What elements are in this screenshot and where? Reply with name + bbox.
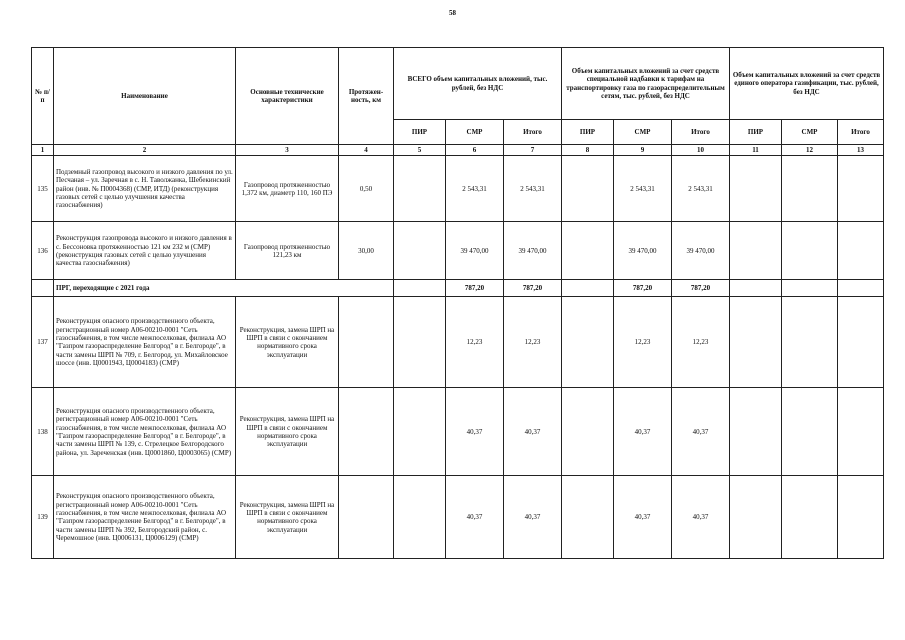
row-pir	[394, 476, 446, 559]
row-length: 30,00	[339, 222, 394, 280]
row-operator-itogo	[838, 222, 884, 280]
column-number: 12	[782, 145, 838, 156]
row-length: 0,50	[339, 156, 394, 222]
section-empty-cell	[32, 280, 54, 297]
row-length	[339, 388, 394, 476]
row-smr: 40,37	[446, 476, 504, 559]
row-tech: Газопровод протяженностью 1,372 км, диаметр 110, 160 ПЭ	[236, 156, 339, 222]
section-empty-cell	[394, 280, 446, 297]
row-operator-itogo	[838, 388, 884, 476]
row-number: 135	[32, 156, 54, 222]
row-tech: Реконструкция, замена ШРП на ШРП в связи с окончанием нормативного срока эксплуатации	[236, 476, 339, 559]
column-number: 2	[54, 145, 236, 156]
row-smr: 39 470,00	[446, 222, 504, 280]
section-empty-cell	[730, 280, 782, 297]
column-number-row	[32, 145, 884, 156]
column-number: 6	[446, 145, 504, 156]
table-row	[32, 297, 884, 388]
row-pir	[394, 156, 446, 222]
row-special-pir	[562, 476, 614, 559]
row-operator-smr	[782, 297, 838, 388]
row-pir	[394, 297, 446, 388]
section-title: ПРГ, переходящие с 2021 года	[54, 280, 394, 297]
row-number: 137	[32, 297, 54, 388]
row-itogo: 40,37	[504, 388, 562, 476]
row-length	[339, 297, 394, 388]
row-operator-pir	[730, 388, 782, 476]
subheader-smr: СМР	[446, 120, 504, 145]
section-smr: 787,20	[446, 280, 504, 297]
row-operator-pir	[730, 156, 782, 222]
row-special-pir	[562, 222, 614, 280]
row-itogo: 40,37	[504, 476, 562, 559]
row-special-pir	[562, 156, 614, 222]
row-number: 139	[32, 476, 54, 559]
subheader-pir: ПИР	[394, 120, 446, 145]
subheader-itogo: Итого	[838, 120, 884, 145]
row-special-itogo: 12,23	[672, 297, 730, 388]
row-itogo: 12,23	[504, 297, 562, 388]
row-name: Реконструкция опасного производственного объекта, регистрационный номер А06-00210-0001 "Сеть газоснабжения, в том числе межпоселковая, филиала АО "Газпром газораспределение Белгород" в г. Белгороде", в части замены ШРП № 392, Белгородский район, с. Черемошное (инв. Ц0006131, Ц0006129) (СМР)	[54, 476, 236, 559]
row-special-smr: 2 543,31	[614, 156, 672, 222]
row-operator-pir	[730, 222, 782, 280]
column-number: 3	[236, 145, 339, 156]
section-empty-cell	[838, 280, 884, 297]
subheader-pir: ПИР	[730, 120, 782, 145]
row-special-pir	[562, 388, 614, 476]
row-tech: Реконструкция, замена ШРП на ШРП в связи с окончанием нормативного срока эксплуатации	[236, 297, 339, 388]
column-number: 13	[838, 145, 884, 156]
row-operator-itogo	[838, 297, 884, 388]
col-header-num: № п/п	[32, 48, 54, 145]
row-special-itogo: 39 470,00	[672, 222, 730, 280]
row-operator-smr	[782, 476, 838, 559]
header-row-1	[32, 48, 884, 120]
row-special-smr: 40,37	[614, 388, 672, 476]
row-operator-itogo	[838, 476, 884, 559]
section-special-smr: 787,20	[614, 280, 672, 297]
row-pir	[394, 222, 446, 280]
row-name: Реконструкция газопровода высокого и низкого давления в с. Бессоновка протяженностью 121 км 232 м (СМР) (реконструкция газовых сетей с целью улучшения качества газоснабжения)	[54, 222, 236, 280]
capital-investment-table	[31, 47, 884, 559]
section-empty-cell	[782, 280, 838, 297]
column-number: 5	[394, 145, 446, 156]
page-number: 58	[449, 9, 456, 17]
col-header-name: Наименование	[54, 48, 236, 145]
row-tech: Реконструкция, замена ШРП на ШРП в связи с окончанием нормативного срока эксплуатации	[236, 388, 339, 476]
row-special-smr: 12,23	[614, 297, 672, 388]
row-special-smr: 40,37	[614, 476, 672, 559]
row-name: Подземный газопровод высокого и низкого давления по ул. Песчаная – ул. Заречная в с. Н. Таволжанка, Шебекинский район (инв. № П0004368) (СМР, ИТД) (реконструкция газовых сетей с целью улучшения качества газоснабжения)	[54, 156, 236, 222]
row-smr: 40,37	[446, 388, 504, 476]
section-special-itogo: 787,20	[672, 280, 730, 297]
row-special-itogo: 2 543,31	[672, 156, 730, 222]
column-number: 1	[32, 145, 54, 156]
row-operator-smr	[782, 156, 838, 222]
row-smr: 12,23	[446, 297, 504, 388]
row-special-smr: 39 470,00	[614, 222, 672, 280]
row-number: 136	[32, 222, 54, 280]
row-tech: Газопровод протяженностью 121,23 км	[236, 222, 339, 280]
column-number: 11	[730, 145, 782, 156]
column-number: 4	[339, 145, 394, 156]
section-itogo: 787,20	[504, 280, 562, 297]
row-smr: 2 543,31	[446, 156, 504, 222]
section-empty-cell	[562, 280, 614, 297]
col-header-tech: Основные технические характеристики	[236, 48, 339, 145]
row-operator-pir	[730, 476, 782, 559]
section-row	[32, 280, 884, 297]
row-operator-smr	[782, 388, 838, 476]
subheader-pir: ПИР	[562, 120, 614, 145]
row-length	[339, 476, 394, 559]
column-number: 8	[562, 145, 614, 156]
subheader-itogo: Итого	[504, 120, 562, 145]
row-special-itogo: 40,37	[672, 388, 730, 476]
col-header-operator: Объем капитальных вложений за счет средств единого оператора газификации, тыс. рублей, без НДС	[730, 48, 884, 120]
table-row	[32, 156, 884, 222]
column-number: 10	[672, 145, 730, 156]
row-operator-smr	[782, 222, 838, 280]
subheader-itogo: Итого	[672, 120, 730, 145]
table-row	[32, 222, 884, 280]
row-pir	[394, 388, 446, 476]
row-itogo: 2 543,31	[504, 156, 562, 222]
column-number: 9	[614, 145, 672, 156]
subheader-smr: СМР	[614, 120, 672, 145]
row-itogo: 39 470,00	[504, 222, 562, 280]
row-operator-pir	[730, 297, 782, 388]
row-number: 138	[32, 388, 54, 476]
table-row	[32, 476, 884, 559]
row-name: Реконструкция опасного производственного объекта, регистрационный номер А06-00210-0001 "Сеть газоснабжения, в том числе межпоселковая, филиала АО "Газпром газораспределение Белгород" в г. Белгороде", в части замены ШРП № 709, г. Белгород, ул. Михайловское шоссе (инв. Ц0001943, Ц0004183) (СМР)	[54, 297, 236, 388]
column-number: 7	[504, 145, 562, 156]
col-header-length: Протяжен-ность, км	[339, 48, 394, 145]
col-header-special: Объем капитальных вложений за счет средств специальной надбавки к тарифам на транспортировку газа по газораспределительным сетям, тыс. рублей, без НДС	[562, 48, 730, 120]
row-special-pir	[562, 297, 614, 388]
col-header-total: ВСЕГО объем капитальных вложений, тыс. рублей, без НДС	[394, 48, 562, 120]
subheader-smr: СМР	[782, 120, 838, 145]
row-operator-itogo	[838, 156, 884, 222]
row-name: Реконструкция опасного производственного объекта, регистрационный номер А06-00210-0001 "Сеть газоснабжения, в том числе межпоселковая, филиала АО "Газпром газораспределение Белгород" в г. Белгороде", в части замены ШРП № 139, с. Стрелецкое Белгородского района, ул. Зареченская (инв. Ц0001860, Ц0003065) (СМР)	[54, 388, 236, 476]
row-special-itogo: 40,37	[672, 476, 730, 559]
table-row	[32, 388, 884, 476]
